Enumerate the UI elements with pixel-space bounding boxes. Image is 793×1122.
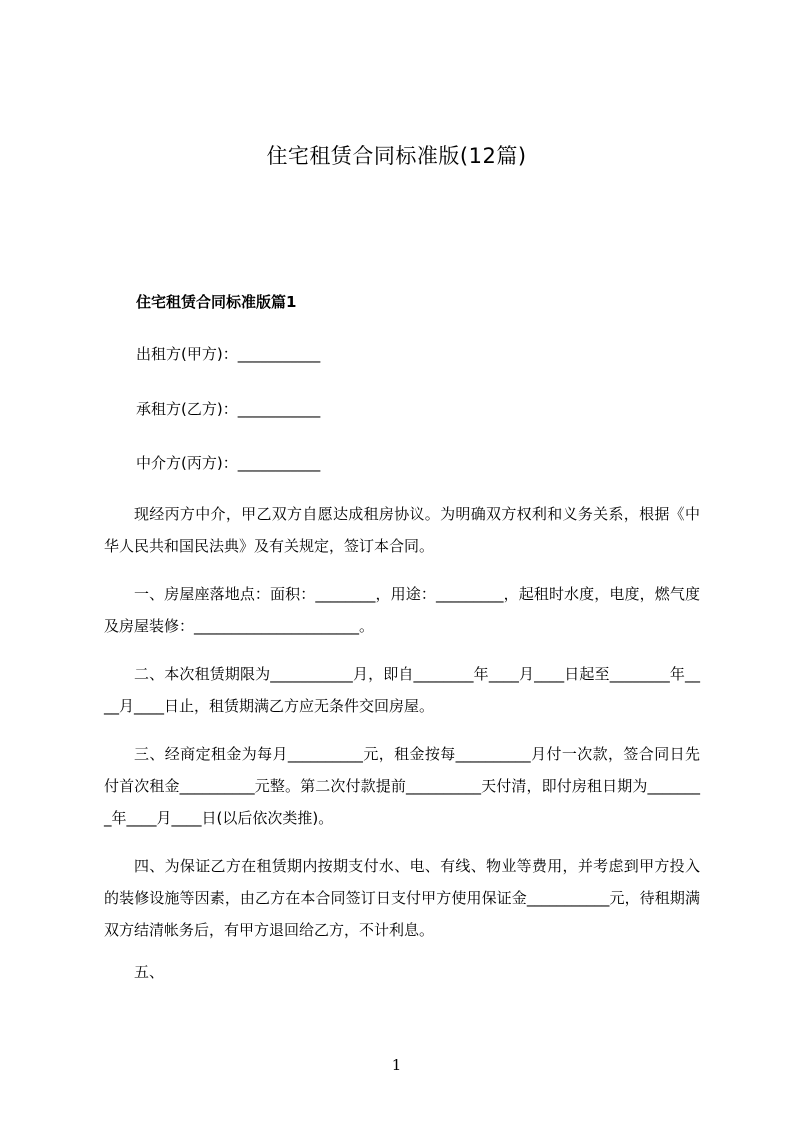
- party-agent: 中介方(丙方)：___________: [136, 454, 321, 472]
- page-title: 住宅租赁合同标准版(12篇): [266, 144, 527, 168]
- article-2-paragraph: 二、本次租赁期限为___________月，即自________年____月____日起至________年____月____日止，租赁期满乙方应无条件交回房屋。: [104, 665, 700, 715]
- intro-paragraph: 现经丙方中介，甲乙双方自愿达成租房协议。为明确双方权利和义务关系，根据《中华人民共和国民法典》及有关规定，签订本合同。: [104, 505, 700, 555]
- article-5-paragraph: 五、: [134, 963, 165, 981]
- article-4-paragraph: 四、为保证乙方在租赁期内按期支付水、电、有线、物业等费用，并考虑到甲方投入的装修设施等因素，由乙方在本合同签订日支付甲方使用保证金___________元，待租期满双方结清帐务后，有甲方退回给乙方，不计利息。: [104, 857, 700, 939]
- party-lessor: 出租方(甲方)：___________: [136, 345, 321, 363]
- article-1-paragraph: 一、房屋座落地点：面积：________，用途：_________，起租时水度，电度，燃气度及房屋装修：______________________。: [104, 585, 700, 635]
- page-number: 1: [391, 1056, 402, 1074]
- article-3-paragraph: 三、经商定租金为每月__________元，租金按每__________月付一次款，签合同日先付首次租金__________元整。第二次付款提前__________天付清，即付房租日期为________年____月____日(以后依次类推)。: [104, 745, 700, 827]
- party-lessee: 承租方(乙方)：___________: [136, 400, 321, 418]
- section-heading: 住宅租赁合同标准版篇1: [136, 293, 297, 311]
